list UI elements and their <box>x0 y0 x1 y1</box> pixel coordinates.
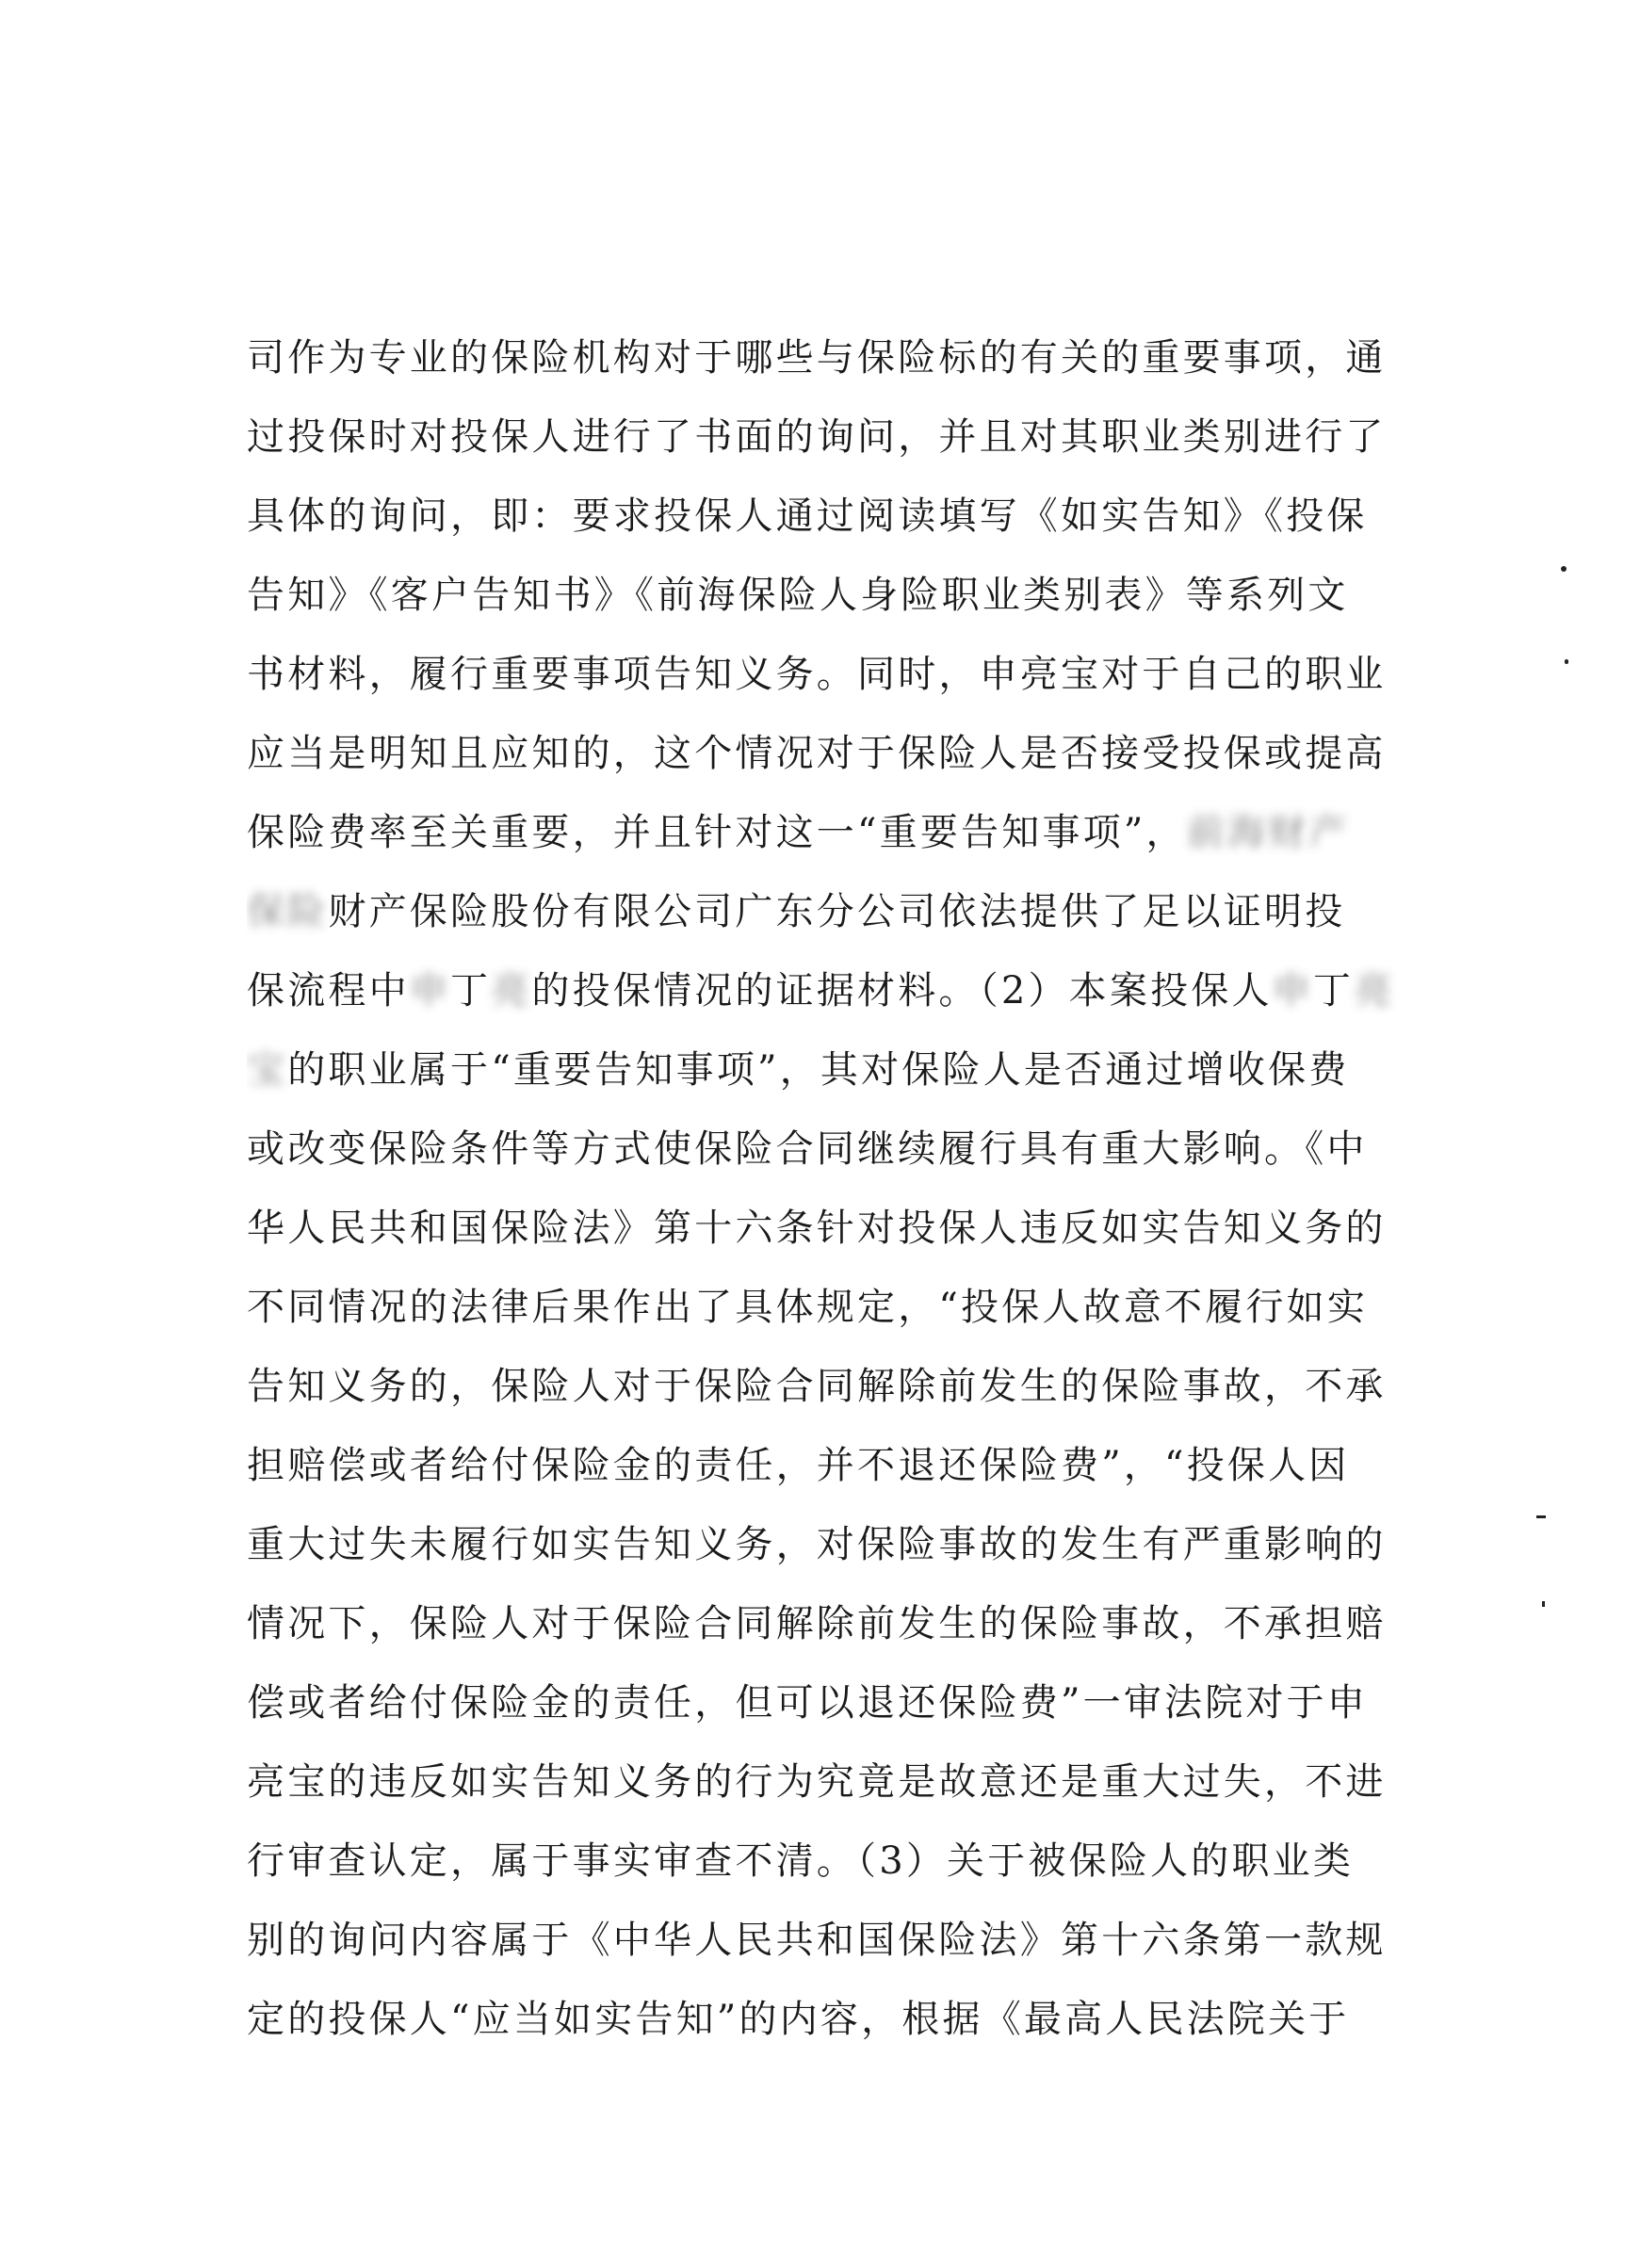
redacted-text: 申 <box>409 969 451 1012</box>
document-line <box>247 1505 1434 1584</box>
line-text: 的投保情况的证据材料。（2）本案投保人 <box>531 969 1273 1012</box>
scan-speck <box>1542 1601 1545 1607</box>
document-line <box>247 635 1434 714</box>
redacted-text: 亮 <box>1354 969 1395 1012</box>
document-line <box>247 951 1434 1030</box>
line-text: 过投保时对投保人进行了书面的询问，并且对其职业类别进行了 <box>247 415 1387 459</box>
redacted-text: 亮 <box>491 969 532 1012</box>
document-line <box>247 872 1434 951</box>
document-line <box>247 397 1434 477</box>
scan-speck <box>1561 566 1567 572</box>
redacted-text: 申 <box>1272 969 1313 1012</box>
document-line <box>247 1901 1434 1980</box>
document-line <box>247 1347 1434 1426</box>
document-line <box>247 1110 1434 1189</box>
line-text: 司作为专业的保险机构对于哪些与保险标的有关的重要事项，通 <box>247 336 1387 380</box>
line-text: 华人民共和国保险法》第十六条针对投保人违反如实告知义务的 <box>247 1207 1387 1250</box>
line-text: 保流程中 <box>247 969 410 1012</box>
line-text: 定的投保人“应当如实告知”的内容，根据《最高人民法院关于 <box>247 1998 1350 2041</box>
document-line <box>247 1030 1434 1110</box>
document-body <box>247 318 1434 2059</box>
scan-speck <box>1536 1515 1546 1518</box>
document-line <box>247 793 1434 872</box>
document-line <box>247 1742 1434 1822</box>
line-text: 重大过失未履行如实告知义务，对保险事故的发生有严重影响的 <box>247 1523 1387 1566</box>
line-text: 的职业属于“重要告知事项”，其对保险人是否通过增收保费 <box>287 1048 1350 1092</box>
document-line <box>247 477 1434 556</box>
line-text: 财产保险股份有限公司广东分公司依法提供了足以证明投 <box>328 890 1346 933</box>
line-text: 偿或者给付保险金的责任，但可以退还保险费”一审法院对于申 <box>247 1681 1369 1725</box>
line-text: 情况下，保险人对于保险合同解除前发生的保险事故，不承担赔 <box>247 1602 1387 1645</box>
line-text: 亮宝的违反如实告知义务的行为究竟是故意还是重大过失，不进 <box>247 1760 1387 1804</box>
document-line <box>247 714 1434 793</box>
line-text: 告知》《客户告知书》《前海保险人身险职业类别表》等系列文 <box>247 574 1349 617</box>
line-text: 丁 <box>450 969 492 1012</box>
line-text: 保险费率至关重要，并且针对这一“重要告知事项”， <box>247 811 1187 854</box>
document-line <box>247 1980 1434 2059</box>
line-text: 不同情况的法律后果作出了具体规定，“投保人故意不履行如实 <box>247 1286 1369 1329</box>
line-text: 行审查认定，属于事实审查不清。（3）关于被保险人的职业类 <box>247 1839 1355 1883</box>
line-text: 或改变保险条件等方式使保险合同继续履行具有重大影响。《中 <box>247 1127 1368 1171</box>
line-text: 担赔偿或者给付保险金的责任，并不退还保险费”，“投保人因 <box>247 1444 1350 1487</box>
line-text: 告知义务的，保险人对于保险合同解除前发生的保险事故，不承 <box>247 1365 1387 1408</box>
document-line <box>247 1426 1434 1505</box>
line-text: 别的询问内容属于《中华人民共和国保险法》第十六条第一款规 <box>247 1919 1387 1962</box>
line-text: 书材料，履行重要事项告知义务。同时，申亮宝对于自己的职业 <box>247 653 1387 696</box>
scan-speck <box>1565 659 1568 664</box>
line-text: 丁 <box>1312 969 1355 1012</box>
document-line <box>247 556 1434 635</box>
document-line <box>247 1822 1434 1901</box>
redacted-text: 保险 <box>247 890 329 933</box>
line-text: 具体的询问，即：要求投保人通过阅读填写《如实告知》《投保 <box>247 494 1368 538</box>
document-line <box>247 1663 1434 1742</box>
document-line <box>247 1189 1434 1268</box>
document-line <box>247 1584 1434 1663</box>
document-line <box>247 1268 1434 1347</box>
redacted-text: 前海财产 <box>1186 811 1350 854</box>
document-line <box>247 318 1434 397</box>
redacted-text: 宝 <box>247 1048 288 1092</box>
line-text: 应当是明知且应知的，这个情况对于保险人是否接受投保或提高 <box>247 732 1387 775</box>
